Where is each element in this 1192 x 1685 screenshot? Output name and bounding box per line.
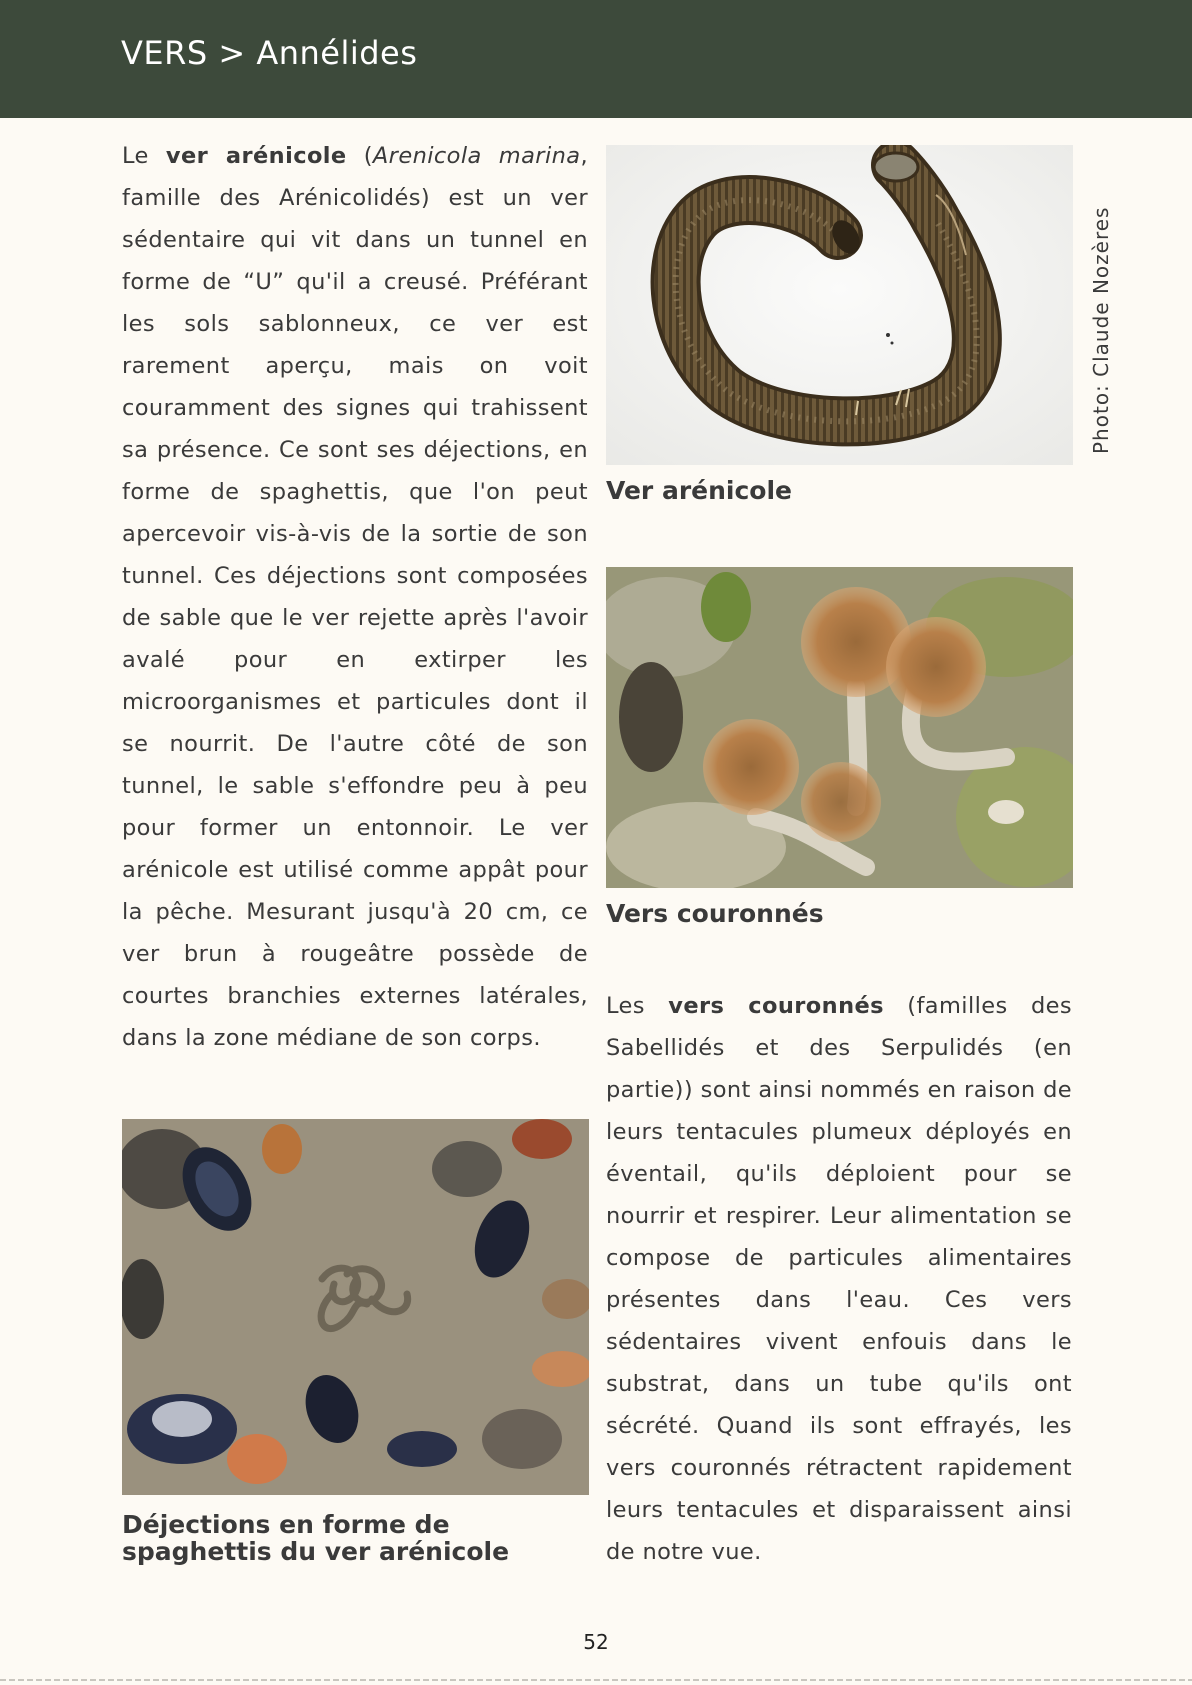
tube-worms-body: (familles des Sabellidés et des Serpulidés (en partie)) sont ainsi nommés en raison de leurs tentacules plumeux déployés en éventail, qu'ils déploient pour se nourrir et respirer. Leur alimentation se compose de particules alimentaires présentes dans l'eau. Ces vers sédentaires vivent enfouis dans le substrat, dans un tube qu'ils ont sécrété. Quand ils sont effrayés, les vers couronnés rétractent rapidement leurs tentacules et disparaissent ainsi de notre vue.: [606, 993, 1072, 1565]
bottom-divider: [0, 1679, 1192, 1681]
photo-credit: Photo: Claude Nozères: [1089, 206, 1113, 454]
tube-worms-intro: Les: [606, 993, 669, 1019]
arenicole-latin-name: Arenicola marina: [372, 143, 581, 169]
arenicole-intro: Le: [122, 143, 166, 169]
page-header: [0, 0, 1192, 118]
arenicole-body: , famille des Arénicolidés) est un ver sédentaire qui vit dans un tunnel en forme de “U” qu'il a creusé. Préférant les sols sablonneux, ce ver est rarement aperçu, mais on voit couramment des signes qui trahissent sa présence. Ce sont ses déjections, en forme de spaghettis, que l'on peut apercevoir vis-à-vis de la sortie de son tunnel. Ces déjections sont composées de sable que le ver rejette après l'avoir avalé pour en extirper les microorganismes et particules dont il se nourrit. De l'autre côté de son tunnel, le sable s'effondre peu à peu pour former un entonnoir. Le ver arénicole est utilisé comme appât pour la pêche. Mesurant jusqu'à 20 cm, ce ver brun à rougeâtre possède de courtes branchies externes latérales, dans la zone médiane de son corps.: [122, 143, 589, 1051]
castings-photo: [122, 1119, 589, 1495]
tube-worms-bold-name: vers couronnés: [668, 993, 884, 1019]
breadcrumb: VERS > Annélides: [121, 34, 418, 72]
tube-worms-caption: Vers couronnés: [606, 899, 824, 928]
tube-worms-paragraph: [606, 985, 1072, 1573]
lugworm-photo: [606, 145, 1073, 465]
arenicole-bold-name: ver arénicole: [165, 143, 347, 169]
arenicole-paren: (: [346, 143, 373, 169]
castings-caption: [122, 1511, 509, 1565]
arenicole-paragraph: [122, 135, 588, 1059]
castings-caption-line2: spaghettis du ver arénicole: [122, 1537, 510, 1566]
tube-worms-photo: [606, 567, 1073, 888]
page-number: 52: [583, 1630, 609, 1654]
castings-caption-line1: Déjections en forme de: [122, 1510, 450, 1539]
lugworm-caption: Ver arénicole: [606, 476, 793, 505]
